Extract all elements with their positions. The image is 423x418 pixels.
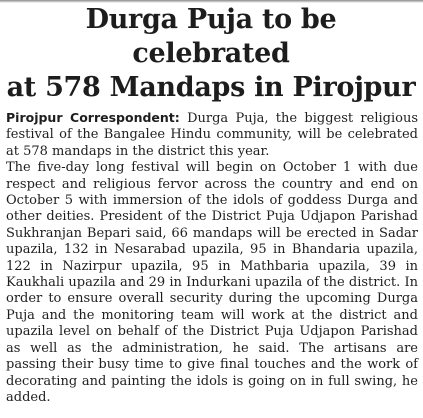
- article-body: [6, 110, 418, 406]
- article-paragraph-1: [6, 110, 418, 160]
- article-byline: Pirojpur Correspondent:: [6, 110, 180, 125]
- headline-line-2: at 578 Mandaps in Pirojpur: [6, 72, 416, 103]
- article-headline: [4, 3, 418, 105]
- paragraph-1-text: Durga Puja, the biggest religious festival of the Bangalee Hindu community, will be celebrated at 578 mandaps in the district this year.: [6, 111, 418, 159]
- headline-line-1: Durga Puja to be celebrated: [85, 4, 337, 69]
- news-article: [4, 3, 418, 406]
- article-paragraph-2: The five-day long festival will begin on October 1 with due respect and religious fervor across the country and end on October 5 with immersion of the idols of goddess Durga and other deities. President of the District Puja Udjapon Parishad Sukhranjan Bepari said, 66 mandaps will be erected in Sadar upazila, 132 in Nesarabad upazila, 95 in Bhandaria upazila, 122 in Nazirpur upazila, 95 in Mathbaria upazila, 39 in Kaukhali upazila and 29 in Indurkani upazila of the district. In order to ensure overall security during the upcoming Durga Puja and the monitoring team will work at the district and upazila level on behalf of the District Puja Udjapon Parishad as well as the administration, he said. The artisans are passing their busy time to give final touches and the work of decorating and painting the idols is going on in full swing, he added.: [6, 160, 418, 405]
